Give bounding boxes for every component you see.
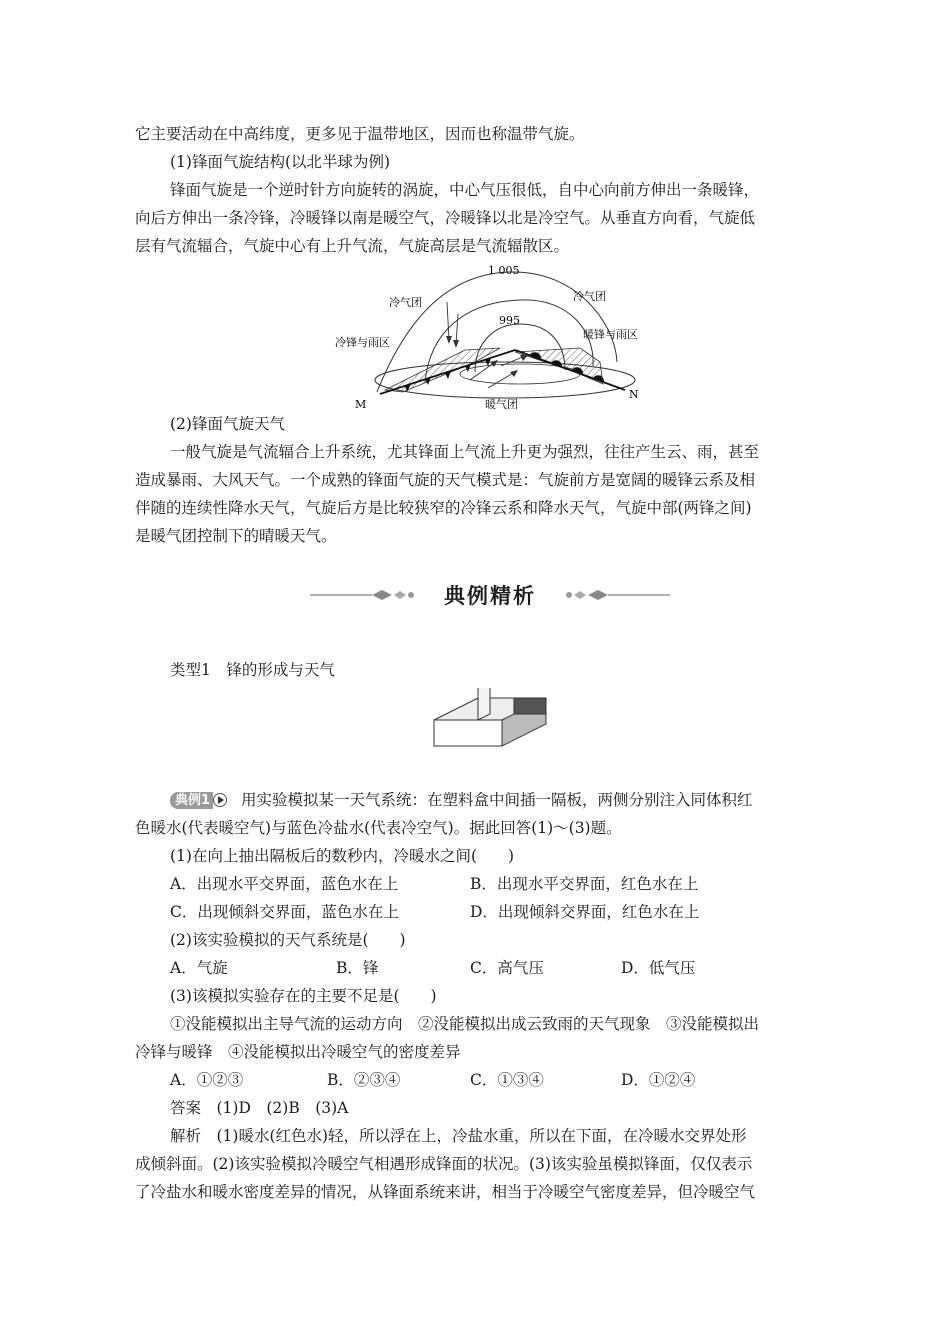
cold-air-mass-right-label: 冷气团 [573, 290, 606, 303]
analysis-line: 成倾斜面。(2)该实验模拟冷暖空气相遇形成锋面的状况。(3)该实验虽模拟锋面，仅仅表示 [135, 1155, 753, 1173]
question-1: (1)在向上抽出隔板后的数秒内，冷暖水之间( ) [170, 847, 515, 865]
question-3: (3)该模拟实验存在的主要不足是( ) [170, 987, 437, 1005]
isobar-inner-line [475, 324, 565, 372]
section-heading-structure: (1)锋面气旋结构(以北半球为例) [170, 153, 391, 171]
paragraph-line: 造成暴雨、大风天气。一个成熟的锋面气旋的天气模式是：气旋前方是宽阔的暖锋云系及相 [135, 471, 756, 489]
section-banner [310, 578, 670, 612]
frontal-cyclone-diagram [325, 262, 665, 410]
example-stem-text: 用实验模拟某一天气系统：在塑料盒中间插一隔板，两侧分别注入同体积红 [241, 791, 753, 809]
analysis-line: 了冷盐水和暖水密度差异的情况，从锋面系统来讲，相当于冷暖空气密度差异，但冷暖空气 [135, 1183, 756, 1201]
paragraph-line: 锋面气旋是一个逆时针方向旋转的涡旋，中心气压很低，自中心向前方伸出一条暖锋， [170, 181, 760, 199]
warm-air-mass-label: 暖气团 [485, 398, 518, 410]
analysis-line: 解析 (1)暖水(红色水)轻，所以浮在上，冷盐水重，所以在下面，在冷暖水交界处形 [170, 1127, 747, 1145]
paragraph-line: 向后方伸出一条冷锋，冷暖锋以南是暖空气，冷暖锋以北是冷空气。从垂直方向看，气旋低 [135, 209, 756, 227]
cold-front-line [380, 350, 515, 394]
option-3c: C．①③④ [470, 1071, 544, 1089]
cold-air-mass-left-label: 冷气团 [389, 296, 422, 309]
option-1b: B．出现水平交界面，红色水在上 [470, 875, 699, 893]
ornament-right-icon [550, 578, 670, 612]
example-stem-line [170, 790, 753, 810]
paragraph-line: 是暖气团控制下的晴暖天气。 [135, 527, 337, 545]
option-3b: B．②③④ [327, 1071, 401, 1089]
isobar-995-label: 995 [499, 314, 520, 327]
example-badge: 典例1 [170, 792, 213, 809]
option-3a: A．①②③ [170, 1071, 244, 1089]
option-1c: C．出现倾斜交界面，蓝色水在上 [170, 903, 399, 921]
paragraph-line: 层有气流辐合，气旋中心有上升气流，气旋高层是气流辐散区。 [135, 237, 570, 255]
example-stem-line: 色暖水(代表暖空气)与蓝色冷盐水(代表冷空气)。据此回答(1)～(3)题。 [135, 819, 622, 837]
paragraph-line: 一般气旋是气流辐合上升系统，尤其锋面上气流上升更为强烈，往往产生云、雨，甚至 [170, 443, 760, 461]
section-title: 典例精析 [444, 584, 536, 608]
example-type-label: 类型1 锋的形成与天气 [170, 661, 335, 679]
paragraph-line: 伴随的连续性降水天气，气旋后方是比较狭窄的冷锋云系和降水天气，气旋中部(两锋之间) [135, 499, 752, 517]
intro-text-line: 它主要活动在中高纬度，更多见于温带地区，因而也称温带气旋。 [135, 125, 585, 143]
option-2a: A．气旋 [170, 959, 228, 977]
option-1d: D．出现倾斜交界面，红色水在上 [470, 903, 700, 921]
answer-line: 答案 (1)D (2)B (3)A [170, 1099, 349, 1117]
option-3d: D．①②④ [621, 1071, 696, 1089]
statements-line: 冷锋与暖锋 ④没能模拟出冷暖空气的密度差异 [135, 1043, 461, 1061]
statements-line: ①没能模拟出主导气流的运动方向 ②没能模拟出成云致雨的天气现象 ③没能模拟出 [170, 1015, 760, 1033]
cold-front-rain-area [385, 348, 500, 392]
experiment-box-diagram [432, 688, 552, 748]
option-1a: A．出现水平交界面，蓝色水在上 [170, 875, 399, 893]
play-icon [213, 793, 227, 807]
section-heading-weather: (2)锋面气旋天气 [170, 415, 285, 433]
isobar-1005-label: 1 005 [488, 264, 520, 277]
point-n-label: N [629, 388, 639, 401]
option-2c: C．高气压 [470, 959, 544, 977]
option-2b: B．锋 [336, 959, 379, 977]
cold-front-rain-label: 冷锋与雨区 [335, 336, 390, 349]
option-2d: D．低气压 [621, 959, 696, 977]
point-m-label: M [355, 398, 367, 410]
warm-front-rain-label: 暖锋与雨区 [583, 328, 638, 341]
question-2: (2)该实验模拟的天气系统是( ) [170, 931, 406, 949]
